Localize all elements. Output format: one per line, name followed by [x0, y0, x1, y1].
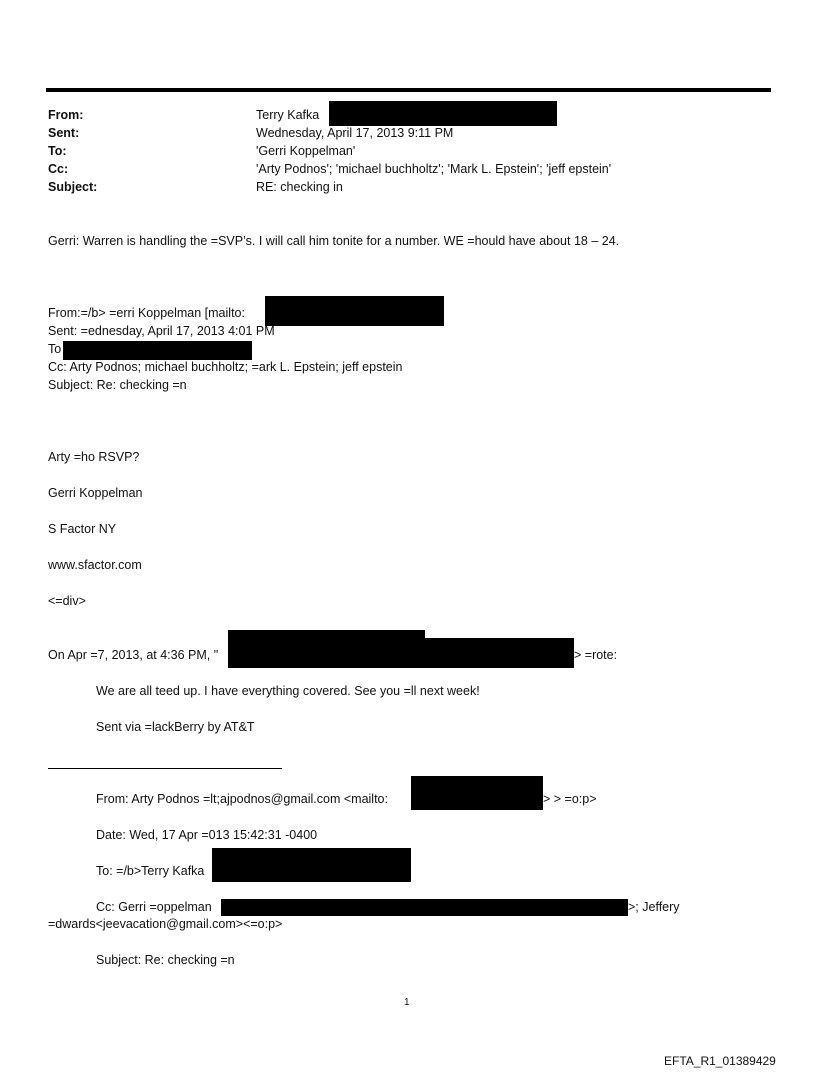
quoted2-message: We are all teed up. I have everything covered. See you =ll next week!	[96, 684, 480, 698]
to-value: 'Gerri Koppelman'	[256, 144, 356, 158]
signature-name: Gerri Koppelman	[48, 486, 143, 500]
bates-number: EFTA_R1_01389429	[664, 1054, 776, 1068]
quoted1-to: To	[48, 342, 62, 356]
quoted3-from-end: > > =o:p>	[543, 792, 597, 806]
quoted2-on-line: On Apr =7, 2013, at 4:36 PM, "	[48, 648, 219, 662]
quoted1-message: Arty =ho RSVP?	[48, 450, 140, 464]
redaction-block	[221, 899, 628, 916]
redaction-block	[228, 630, 425, 668]
quoted1-subject: Subject: Re: checking =n	[48, 378, 187, 392]
redaction-block	[63, 341, 252, 360]
redaction-block	[329, 101, 557, 126]
cc-label: Cc:	[48, 162, 69, 176]
header-rule	[46, 88, 771, 92]
redaction-block	[212, 848, 411, 882]
to-label: To:	[48, 144, 67, 158]
quoted2-on-line-end: > =rote:	[574, 648, 618, 662]
sent-value: Wednesday, April 17, 2013 9:11 PM	[256, 126, 454, 140]
signature-company: S Factor NY	[48, 522, 117, 536]
quoted1-cc: Cc: Arty Podnos; michael buchholtz; =ark L. Epstein; jeff epstein	[48, 360, 403, 374]
div-tag-text: <=div>	[48, 594, 86, 608]
from-value: Terry Kafka	[256, 108, 320, 122]
reply-text: Gerri: Warren is handling the =SVP’s. I will call him tonite for a number. WE =hould have about 18 – 24.	[48, 234, 620, 248]
signature-website: www.sfactor.com	[48, 558, 142, 572]
quoted3-to: To: =/b>Terry Kafka	[96, 864, 205, 878]
subject-label: Subject:	[48, 180, 98, 194]
quoted1-sent: Sent: =ednesday, April 17, 2013 4:01 PM	[48, 324, 275, 338]
quoted3-subject: Subject: Re: checking =n	[96, 953, 235, 967]
redaction-block	[425, 638, 574, 668]
subject-value: RE: checking in	[256, 180, 343, 194]
quoted3-from: From: Arty Podnos =lt;ajpodnos@gmail.com <mailto:	[96, 792, 388, 806]
quoted3-cc-continued: =dwards<jeevacation@gmail.com><=o:p>	[48, 917, 283, 931]
cc-value: 'Arty Podnos'; 'michael buchholtz'; 'Mark L. Epstein'; 'jeff epstein'	[256, 162, 612, 176]
quoted1-from: From:=/b> =erri Koppelman [mailto:	[48, 306, 245, 320]
quoted3-cc: Cc: Gerri =oppelman	[96, 900, 212, 914]
from-label: From:	[48, 108, 84, 122]
quoted3-cc-end: >; Jeffery	[628, 900, 680, 914]
redaction-block	[265, 296, 444, 326]
redaction-block	[411, 776, 543, 810]
quoted2-sent-via: Sent via =lackBerry by AT&T	[96, 720, 255, 734]
separator-line	[48, 768, 282, 769]
sent-label: Sent:	[48, 126, 80, 140]
page-number: 1	[404, 997, 410, 1008]
quoted3-date: Date: Wed, 17 Apr =013 15:42:31 -0400	[96, 828, 318, 842]
